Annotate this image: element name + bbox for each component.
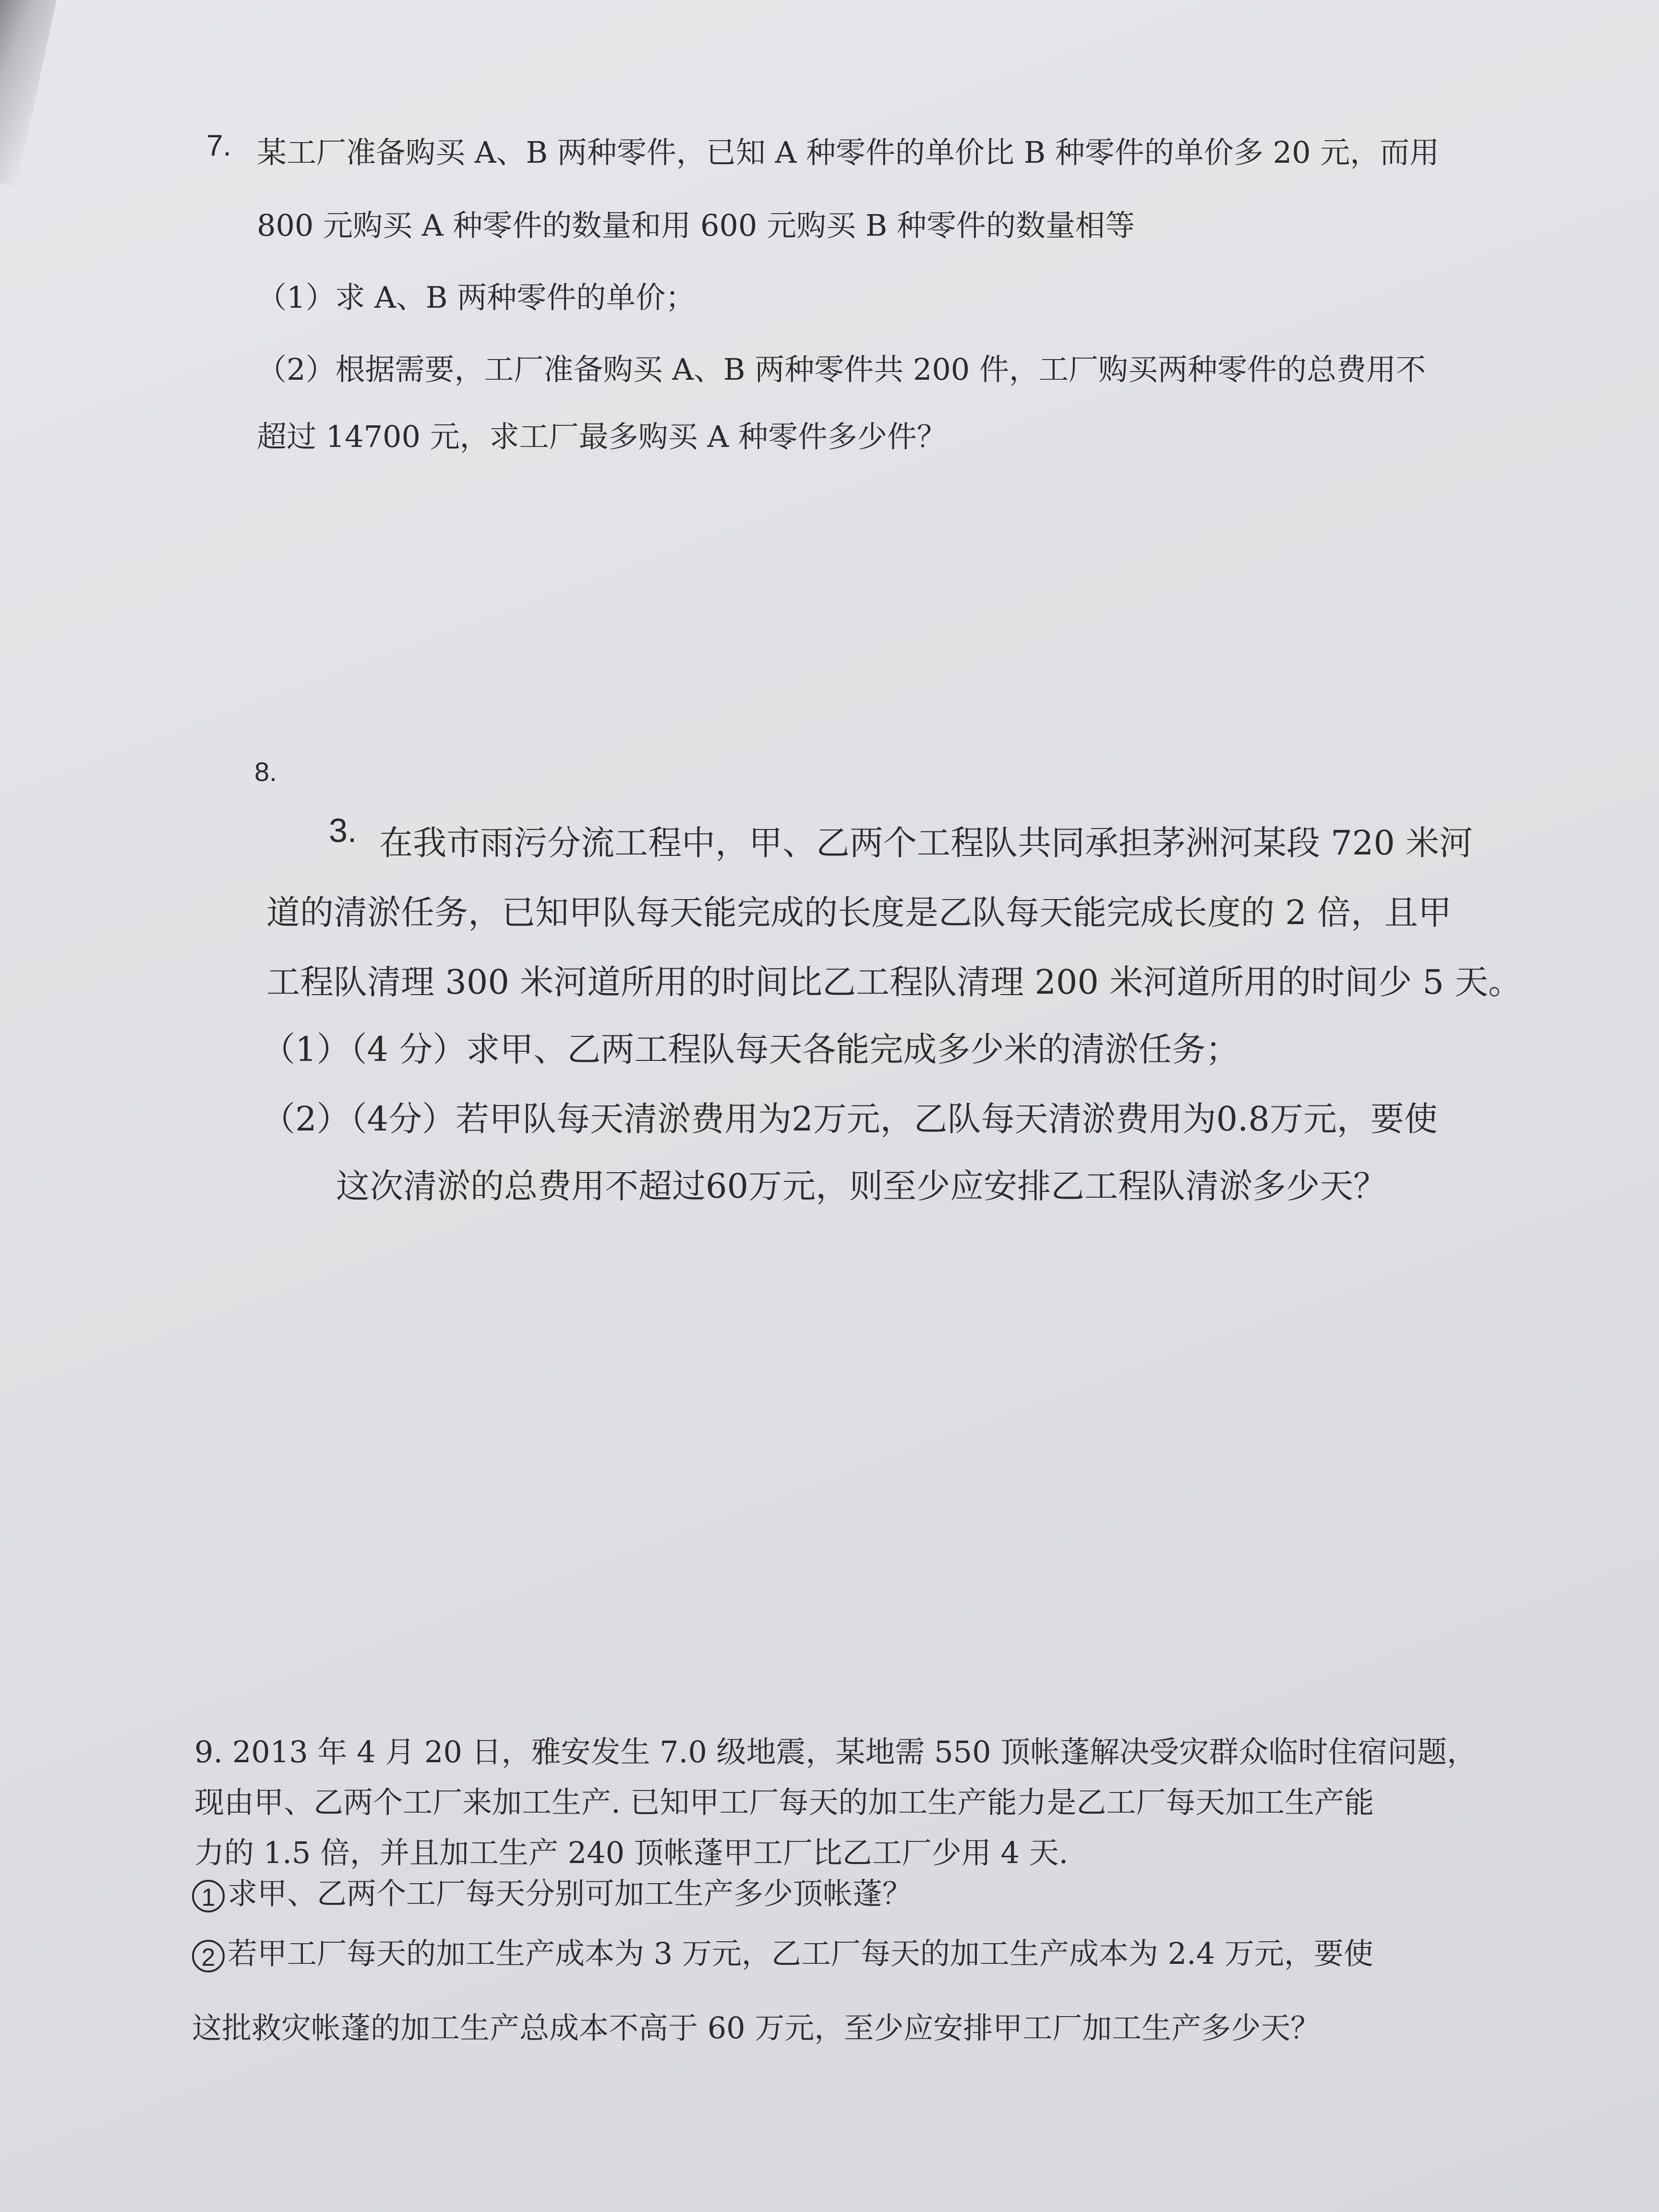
question-9-line-3: 力的 1.5 倍，并且加工生产 240 顶帐蓬甲工厂比乙工厂少用 4 天. bbox=[194, 1835, 1069, 1870]
question-7-number: 7. bbox=[206, 129, 231, 162]
question-9-part-1 bbox=[192, 1870, 912, 1912]
circled-number-2: 2 bbox=[192, 1940, 225, 1972]
question-8-line-3: 工程队清理 300 米河道所用的时间比乙工程队清理 200 米河道所用的时间少 5 天。 bbox=[266, 962, 1522, 1002]
question-7-part-1: （1）求 A、B 两种零件的单价； bbox=[257, 280, 696, 315]
question-9-line-2: 现由甲、乙两个工厂来加工生产. 已知甲工厂每天的加工生产能力是乙工厂每天加工生产能 bbox=[194, 1785, 1374, 1820]
question-7-line-2: 800 元购买 A 种零件的数量和用 600 元购买 B 种零件的数量相等 bbox=[257, 208, 1135, 243]
question-8-line-2: 道的清淤任务，已知甲队每天能完成的长度是乙队每天能完成长度的 2 倍，且甲 bbox=[266, 893, 1452, 932]
question-8-part-2-line-1: （2）（4分）若甲队每天清淤费用为2万元，乙队每天清淤费用为0.8万元，要使 bbox=[262, 1099, 1438, 1139]
question-7-part-2-line-2: 超过 14700 元，求工厂最多购买 A 种零件多少件？ bbox=[257, 419, 947, 454]
question-8-inner-number: 3. bbox=[329, 812, 357, 849]
question-8-line-1: 在我市雨污分流工程中，甲、乙两个工程队共同承担茅洲河某段 720 米河 bbox=[379, 823, 1473, 863]
question-9-part-2-line-2: 这批救灾帐蓬的加工生产总成本不高于 60 万元，至少应安排甲工厂加工生产多少天？ bbox=[192, 2010, 1321, 2045]
page-edge-shadow bbox=[0, 0, 59, 186]
question-8-number: 8. bbox=[254, 757, 277, 787]
question-9-part-1-text: 求甲、乙两个工厂每天分别可加工生产多少顶帐蓬？ bbox=[228, 1876, 913, 1911]
question-9-line-1: 9. 2013 年 4 月 20 日，雅安发生 7.0 级地震，某地需 550 顶帐蓬解决受灾群众临时住宿问题， bbox=[194, 1734, 1477, 1769]
question-8-part-2-line-2: 这次清淤的总费用不超过60万元，则至少应安排乙工程队清淤多少天？ bbox=[336, 1166, 1387, 1206]
circled-number-1: 1 bbox=[192, 1880, 225, 1912]
question-7-line-1: 某工厂准备购买 A、B 两种零件，已知 A 种零件的单价比 B 种零件的单价多 20 元，而用 bbox=[257, 135, 1440, 170]
question-8-part-1: （1）（4 分）求甲、乙两工程队每天各能完成多少米的清淤任务； bbox=[262, 1030, 1239, 1069]
question-7-part-2-line-1: （2）根据需要，工厂准备购买 A、B 两种零件共 200 件，工厂购买两种零件的总费用不 bbox=[257, 352, 1426, 387]
question-9-part-2-text: 若甲工厂每天的加工生产成本为 3 万元，乙工厂每天的加工生产成本为 2.4 万元，要使 bbox=[228, 1936, 1373, 1971]
question-9-part-2 bbox=[192, 1930, 1373, 1972]
